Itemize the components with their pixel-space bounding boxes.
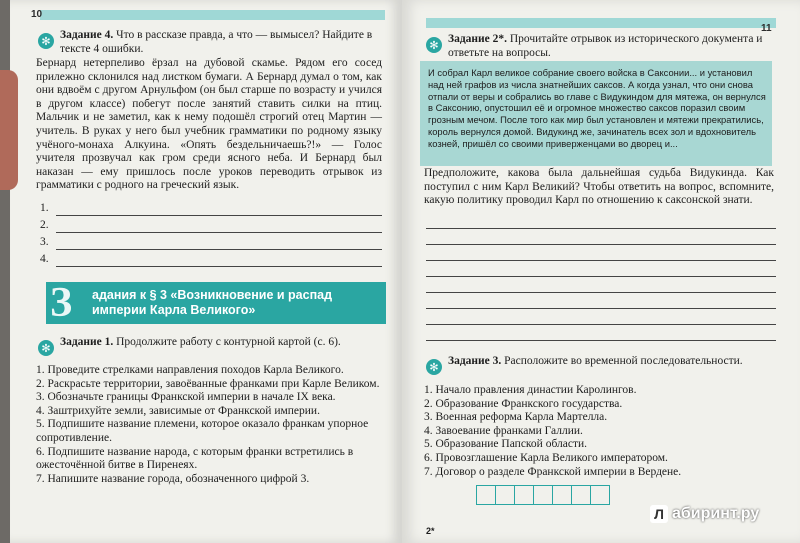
header-bar-right — [426, 18, 776, 28]
task1-prompt — [60, 336, 382, 350]
task3-item: 2. Образование Франкского государства. — [424, 397, 623, 410]
left-page — [10, 0, 402, 543]
page-number-right: 11 — [761, 23, 772, 34]
task-star-icon: ✻ — [38, 33, 54, 49]
header-bar-left — [40, 10, 385, 20]
footnote-mark: 2* — [426, 526, 435, 536]
finger-holding-book — [0, 70, 18, 190]
answer-box[interactable] — [590, 485, 610, 505]
answer-line[interactable] — [426, 228, 776, 229]
answer-line-2[interactable] — [56, 232, 382, 233]
task3-list — [424, 384, 774, 479]
task3-prompt — [448, 355, 774, 369]
document-quote-box — [420, 61, 772, 166]
task3-item: 7. Договор о разделе Франкской империи в Вердене. — [424, 465, 682, 478]
answer-line[interactable] — [426, 276, 776, 277]
answer-box[interactable] — [571, 485, 591, 505]
task3-text: Расположите во временной последовательности. — [504, 355, 743, 367]
answer-line[interactable] — [426, 244, 776, 245]
task2-text: Прочитайте отрывок из исторического документа и ответьте на вопросы. — [448, 33, 763, 59]
watermark-logo — [650, 505, 759, 523]
answer-line[interactable] — [426, 340, 776, 341]
task1-item: 5. Подпишите название племени, которое оказало франкам упорное сопротивление. — [36, 418, 369, 444]
task3-item: 4. Завоевание франками Галлии. — [424, 424, 583, 437]
task4-text: Что в рассказе правда, а что — вымысел? Найдите в тексте 4 ошибки. — [60, 29, 373, 55]
document-quote-text: И собрал Карл великое собрание своего войска в Саксонии... и установил над ней графов из числа знатнейших саксов. А когда узнал, что они снова отпали от веры и собрались во главе с Видукиндом для мятежа, он вернулся в Саксонию, опустошил её и огромное множество саксов поразил своим грозным мечом. После того как мир был установлен и мятежи прекратились, король вернулся домой. Видукинд же, зачинатель всех зол и вдохновитель козней, пришёл со своими приверженцами во дворец и... — [428, 67, 766, 149]
answer-line[interactable] — [426, 260, 776, 261]
answer-line[interactable] — [426, 308, 776, 309]
answer-line-4[interactable] — [56, 266, 382, 267]
task1-item: 7. Напишите название города, обозначенного цифрой 3. — [36, 472, 310, 485]
task3-item: 6. Провозглашение Карла Великого императором. — [424, 451, 668, 464]
task4-prompt — [60, 29, 382, 56]
task1-item: 2. Раскрасьте территории, завоёванные франками при Карле Великом. — [36, 377, 380, 390]
answer-box[interactable] — [495, 485, 515, 505]
answer-label-4: 4. — [40, 253, 49, 265]
answer-box[interactable] — [514, 485, 534, 505]
task1-item: 4. Заштрихуйте земли, зависимые от Франкской империи. — [36, 404, 320, 417]
page-number-left: 10 — [31, 9, 43, 20]
answer-box[interactable] — [476, 485, 496, 505]
task1-item: 6. Подпишите название народа, с которым франки встретились в ожесточённой битве в Пиренеях. — [36, 445, 354, 472]
answer-label-1: 1. — [40, 202, 49, 214]
task1-list — [36, 364, 382, 486]
watermark-text: абиринт.ру — [672, 505, 760, 522]
task-star-icon: ✻ — [38, 340, 54, 356]
task-star-icon: ✻ — [426, 37, 442, 53]
answer-box[interactable] — [533, 485, 553, 505]
task1-item: 3. Обозначьте границы Франкской империи в начале IX века. — [36, 391, 336, 404]
task1-item: 1. Проведите стрелками направления походов Карла Великого. — [36, 364, 344, 376]
task2-heading: Задание 2*. — [448, 33, 507, 45]
section-title: адания к § 3 «Возникновение и распад империи Карла Великого» — [92, 288, 333, 317]
task4-heading: Задание 4. — [60, 29, 114, 41]
answer-line-1[interactable] — [56, 215, 382, 216]
task-star-icon: ✻ — [426, 359, 442, 375]
sequence-answer-boxes — [477, 485, 610, 505]
task4-story: Бернард нетерпеливо ёрзал на дубовой скамье. Рядом его сосед прилежно склонился над листком бумаги. А Бернард думал о том, как они вдвоём с другом Арнульфом (он был старше по возрасту и учился в другом классе) побегут после занятий ставить силки на птиц. Мальчик и не заметил, как к нему подошёл строгий отец Мартин — учитель. В руках у него был учебник грамматики по родному языку учёного-монаха Алкуина. «Опять бездельничаешь?!» — Голос учителя прозвучал как гром среди ясного неба. И Бернард был наказан — ему пришлось после уроков переводить отрывок из грамматики с родного на греческий язык. — [36, 57, 382, 192]
labirint-logo-icon: Л — [650, 505, 668, 523]
answer-label-2: 2. — [40, 219, 49, 231]
task3-item: 3. Военная реформа Карла Мартелла. — [424, 411, 608, 424]
answer-box[interactable] — [552, 485, 572, 505]
task2-question: Предположите, какова была дальнейшая судьба Видукинда. Как поступил с ним Карл Великий? Чтобы ответить на вопрос, вспомните, какую политику проводил Карл по отношению к саксонской знати. — [424, 167, 774, 207]
answer-line[interactable] — [426, 292, 776, 293]
task1-text: Продолжите работу с контурной картой (с. 6). — [116, 336, 341, 348]
answer-label-3: 3. — [40, 236, 49, 248]
task1-heading: Задание 1. — [60, 336, 114, 348]
answer-line-3[interactable] — [56, 249, 382, 250]
section-initial-letter: З — [50, 280, 73, 326]
task3-item: 1. Начало правления династии Каролингов. — [424, 384, 637, 396]
answer-line[interactable] — [426, 324, 776, 325]
task3-heading: Задание 3. — [448, 355, 502, 367]
task2-prompt — [448, 33, 774, 60]
task3-item: 5. Образование Папской области. — [424, 438, 588, 451]
